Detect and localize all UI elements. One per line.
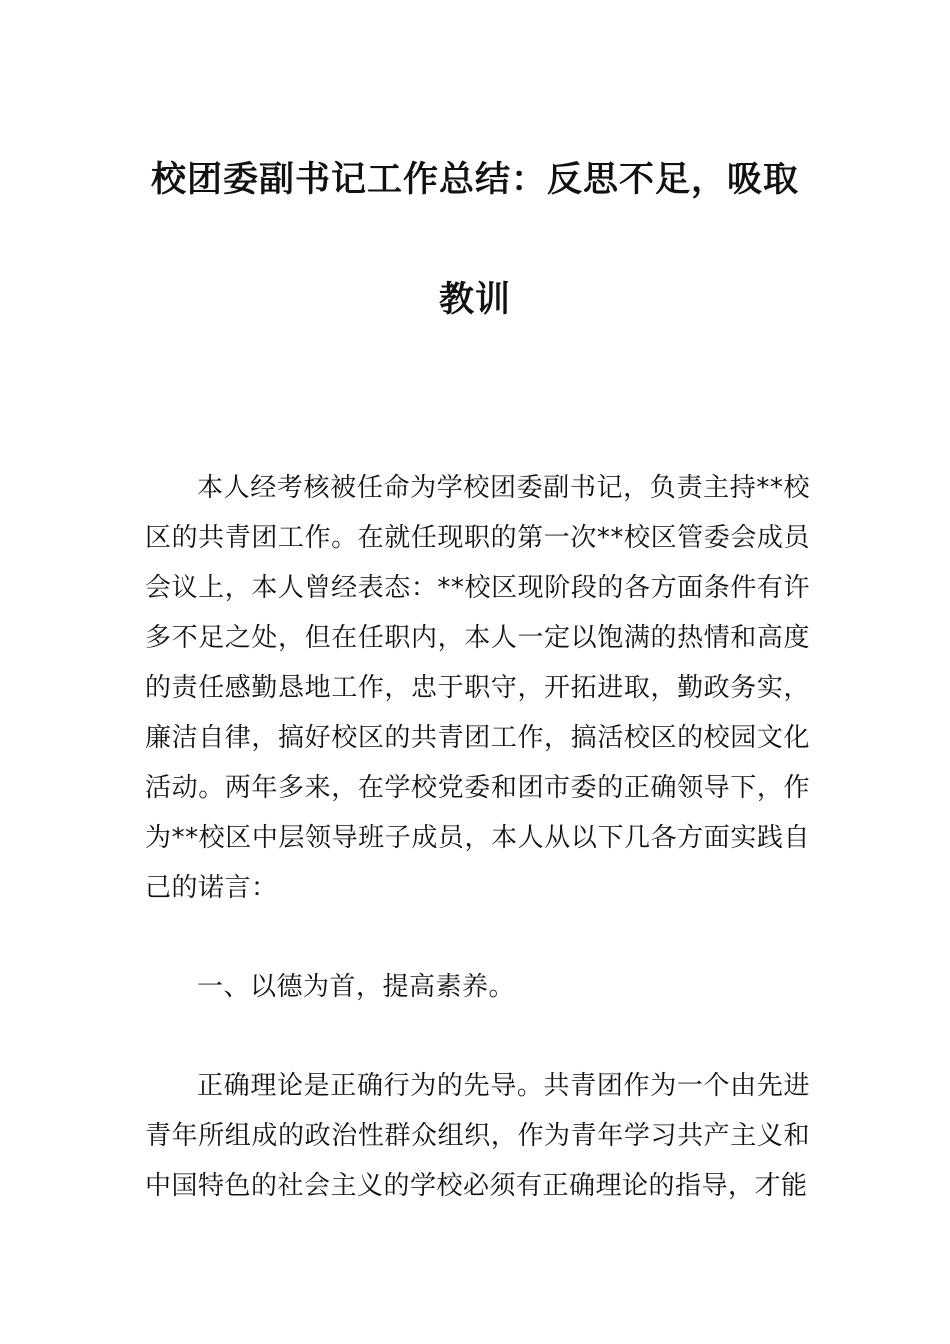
paragraph-intro: 本人经考核被任命为学校团委副书记，负责主持**校区的共青团工作。在就任现职的第一次**校区管委会成员会议上，本人曾经表态：**校区现阶段的各方面条件有许多不足之处，但在任职内，本人一定以饱满的热情和高度的责任感勤恳地工作，忠于职守，开拓进取，勤政务实，廉洁自律，搞好校区的共青团工作，搞活校区的校园文化活动。两年多来，在学校党委和团市委的正确领导下，作为**校区中层领导班子成员，本人从以下几各方面实践自己的诺言： [145, 473, 810, 903]
document-title-line-2: 教训 [438, 280, 511, 320]
document-title-line-1: 校团委副书记工作总结：反思不足，吸取 [150, 160, 799, 200]
section-heading-1: 一、以德为首，提高素养。 [197, 972, 516, 1002]
paragraph-section-1: 正确理论是正确行为的先导。共青团作为一个由先进青年所组成的政治性群众组织，作为青年学习共产主义和中国特色的社会主义的学校必须有正确理论的指导，才能 [145, 1071, 810, 1201]
